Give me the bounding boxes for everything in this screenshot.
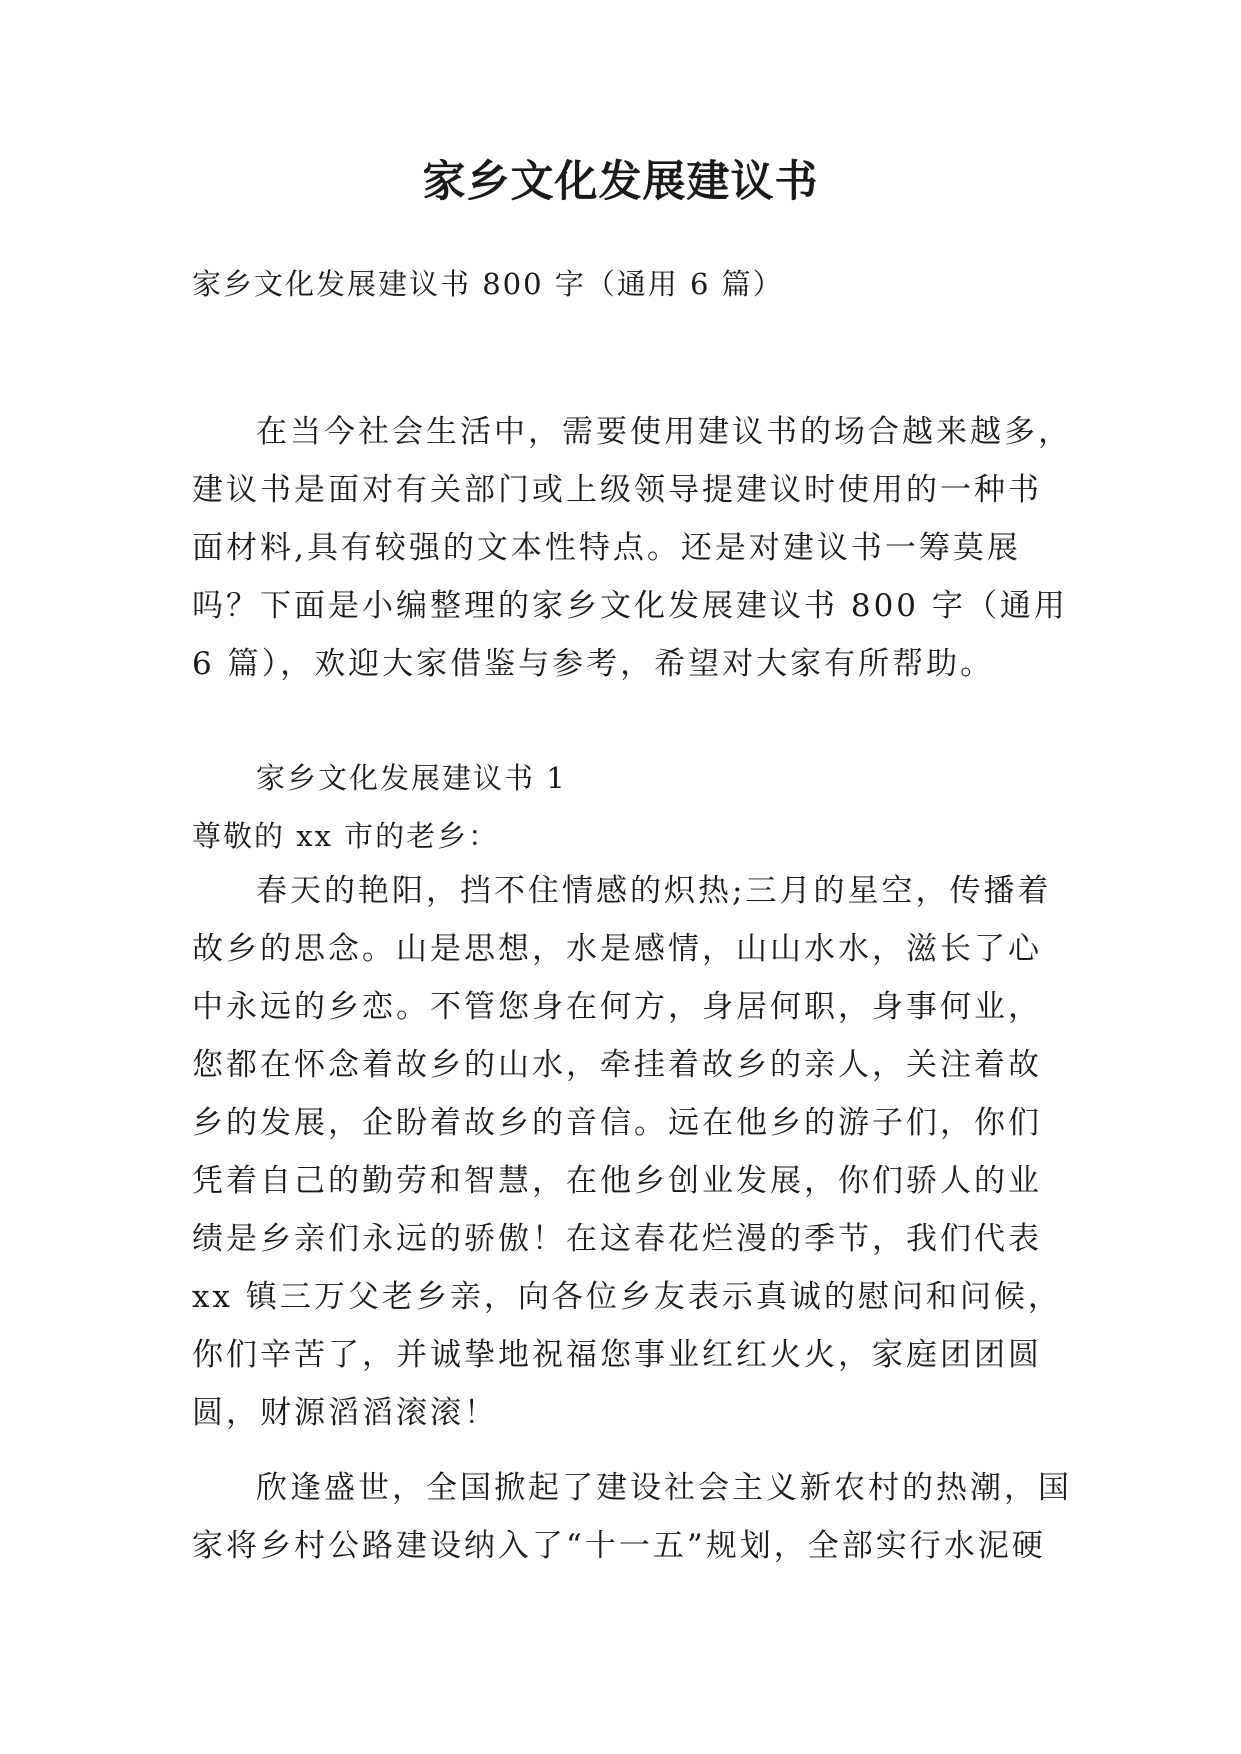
document-subtitle: 家乡文化发展建议书 800 字（通用 6 篇）	[192, 267, 784, 301]
intro-paragraph: 在当今社会生活中，需要使用建议书的场合越来越多，建议书是面对有关部门或上级领导提建议时使用的一种书面材料,具有较强的文本性特点。还是对建议书一筹莫展吗？下面是小编整理的家乡文化发展建议书 800 字（通用 6 篇），欢迎大家借鉴与参考，希望对大家有所帮助。	[192, 414, 1072, 682]
document-title: 家乡文化发展建议书	[422, 157, 819, 207]
section-heading: 家乡文化发展建议书 1	[256, 761, 567, 795]
letter-salutation: 尊敬的 xx 市的老乡：	[192, 819, 500, 853]
body-paragraph-1: 春天的艳阳，挡不住情感的炽热;三月的星空，传播着故乡的思念。山是思想，水是感情，山山水水，滋长了心中永远的乡恋。不管您身在何方，身居何职，身事何业，您都在怀念着故乡的山水，牵挂着故乡的亲人，关注着故乡的发展，企盼着故乡的音信。远在他乡的游子们，你们凭着自己的勤劳和智慧，在他乡创业发展，你们骄人的业绩是乡亲们永远的骄傲！在这春花烂漫的季节，我们代表 xx 镇三万父老乡亲，向各位乡友表示真诚的慰问和问候，你们辛苦了，并诚挚地祝福您事业红红火火，家庭团团圆圆，财源滔滔滚滚！	[192, 873, 1062, 1431]
body-paragraph-2: 欣逢盛世，全国掀起了建设社会主义新农村的热潮，国家将乡村公路建设纳入了“十一五”规划，全部实行水泥硬	[192, 1470, 1072, 1564]
